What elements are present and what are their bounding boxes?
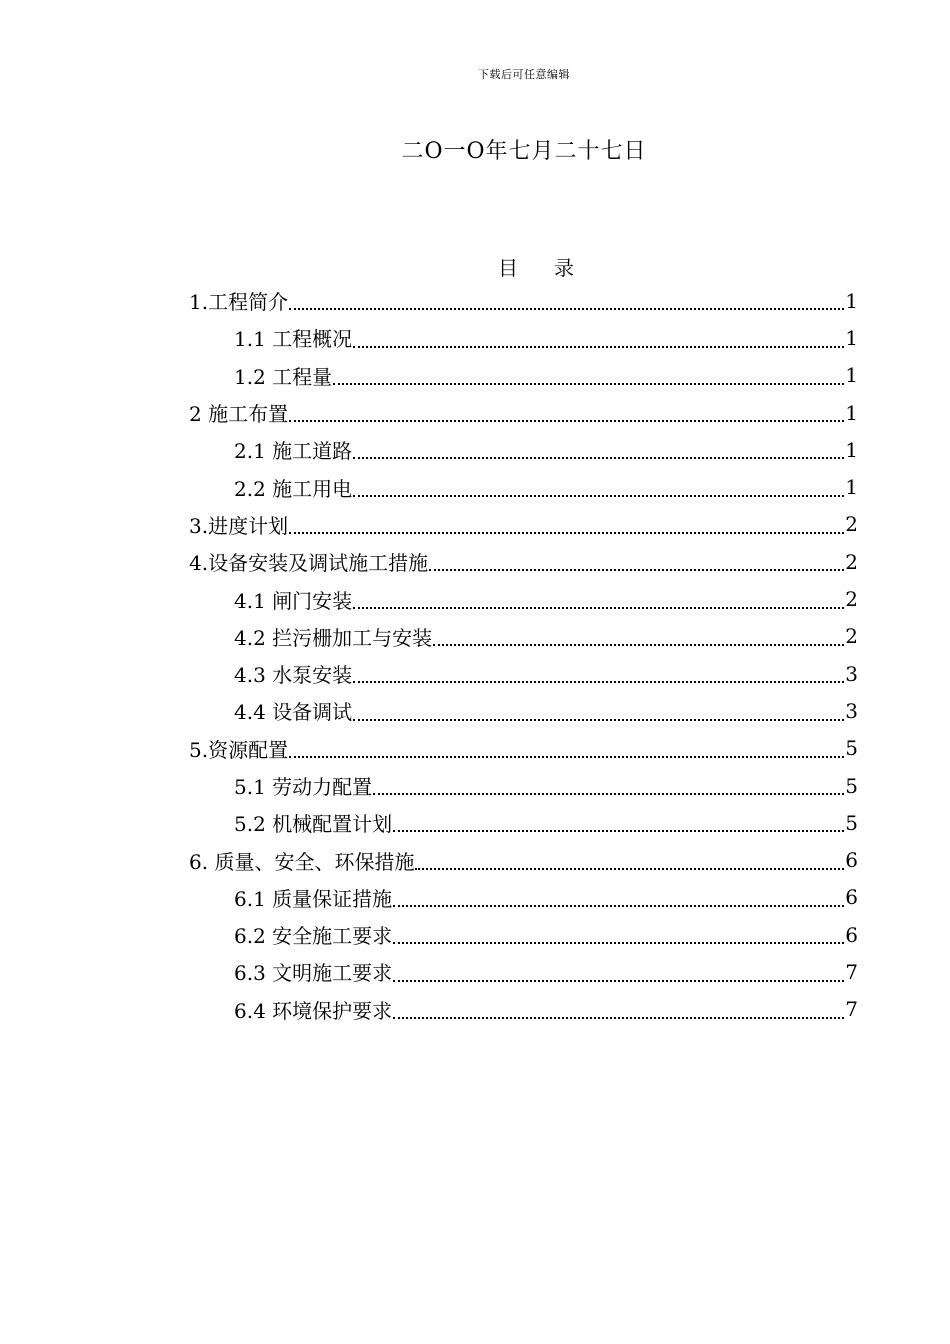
toc-entry-page: 3 — [845, 698, 858, 723]
toc-entry-label: 4.2 拦污栅加工与安装 — [234, 625, 433, 650]
toc-entry[interactable] — [189, 431, 858, 468]
toc-entry[interactable] — [189, 394, 858, 431]
toc-entry[interactable] — [189, 692, 858, 729]
toc-entry[interactable] — [189, 916, 858, 953]
toc-entry-page: 7 — [845, 959, 858, 984]
toc-entry[interactable] — [189, 804, 858, 841]
toc-entry-label: 2.2 施工用电 — [234, 476, 353, 501]
toc-entry[interactable] — [189, 468, 858, 505]
toc-entry-page: 2 — [845, 587, 858, 612]
toc-entry-page: 1 — [845, 437, 858, 462]
toc-dot-leader — [393, 830, 844, 832]
toc-entry-label: 1.工程简介 — [189, 290, 289, 315]
table-of-contents — [189, 282, 858, 1028]
toc-entry-page: 5 — [845, 736, 858, 761]
toc-entry-page: 2 — [845, 624, 858, 649]
toc-entry-page: 2 — [845, 549, 858, 574]
toc-dot-leader — [373, 793, 844, 795]
toc-dot-leader — [393, 980, 844, 982]
toc-entry-page: 5 — [845, 773, 858, 798]
toc-entry[interactable] — [189, 357, 858, 394]
toc-entry-label: 4.3 水泵安装 — [234, 663, 353, 688]
toc-entry-label: 1.1 工程概况 — [234, 327, 353, 352]
toc-entry-label: 4.1 闸门安装 — [234, 588, 353, 613]
toc-entry-page: 6 — [845, 885, 858, 910]
toc-entry[interactable] — [189, 730, 858, 767]
toc-entry-label: 6. 质量、安全、环保措施 — [189, 849, 415, 874]
toc-dot-leader — [353, 346, 844, 348]
toc-entry[interactable] — [189, 767, 858, 804]
toc-entry-label: 4.设备安装及调试施工措施 — [189, 551, 429, 576]
toc-dot-leader — [353, 681, 844, 683]
toc-entry-page: 6 — [845, 848, 858, 873]
toc-dot-leader — [353, 495, 844, 497]
toc-entry[interactable] — [189, 841, 858, 878]
toc-entry-label: 3.进度计划 — [189, 513, 289, 538]
toc-entry-label: 5.2 机械配置计划 — [234, 812, 393, 837]
toc-entry[interactable] — [189, 506, 858, 543]
toc-entry-page: 1 — [845, 288, 858, 313]
toc-dot-leader — [393, 942, 844, 944]
toc-entry-label: 6.2 安全施工要求 — [234, 924, 393, 949]
toc-dot-leader — [353, 607, 844, 609]
header-note: 下载后可任意编辑 — [478, 68, 570, 81]
toc-dot-leader — [353, 457, 844, 459]
toc-dot-leader — [433, 644, 844, 646]
toc-title-right: 录 — [554, 256, 574, 280]
toc-entry[interactable] — [189, 953, 858, 990]
toc-dot-leader — [289, 532, 844, 534]
toc-entry[interactable] — [189, 991, 858, 1028]
toc-entry-label: 1.2 工程量 — [234, 364, 333, 389]
toc-entry-page: 2 — [845, 512, 858, 537]
toc-dot-leader — [415, 868, 844, 870]
toc-title-left: 目 — [498, 256, 518, 280]
toc-entry-label: 2 施工布置 — [189, 402, 289, 427]
toc-entry-label: 2.1 施工道路 — [234, 439, 353, 464]
toc-entry-page: 5 — [845, 810, 858, 835]
toc-entry-label: 6.1 质量保证措施 — [234, 886, 393, 911]
toc-dot-leader — [429, 569, 844, 571]
toc-title — [0, 252, 950, 281]
toc-entry-label: 4.4 设备调试 — [234, 700, 353, 725]
toc-entry-label: 6.4 环境保护要求 — [234, 998, 393, 1023]
toc-entry[interactable] — [189, 319, 858, 356]
toc-entry-page: 1 — [845, 400, 858, 425]
toc-dot-leader — [393, 905, 844, 907]
toc-entry[interactable] — [189, 879, 858, 916]
toc-entry-page: 6 — [845, 922, 858, 947]
toc-dot-leader — [289, 756, 844, 758]
toc-entry[interactable] — [189, 618, 858, 655]
toc-dot-leader — [289, 308, 844, 310]
toc-entry[interactable] — [189, 580, 858, 617]
toc-entry[interactable] — [189, 282, 858, 319]
toc-dot-leader — [289, 420, 844, 422]
toc-entry-page: 7 — [845, 997, 858, 1022]
toc-entry-label: 5.1 劳动力配置 — [234, 775, 373, 799]
toc-entry-page: 1 — [845, 325, 858, 350]
toc-entry[interactable] — [189, 543, 858, 580]
toc-dot-leader — [333, 383, 844, 385]
toc-entry[interactable] — [189, 655, 858, 692]
toc-entry-label: 6.3 文明施工要求 — [234, 961, 393, 986]
toc-dot-leader — [353, 719, 844, 721]
toc-dot-leader — [393, 1017, 844, 1019]
toc-entry-page: 1 — [845, 475, 858, 500]
toc-entry-page: 3 — [845, 661, 858, 686]
toc-entry-page: 1 — [845, 363, 858, 388]
toc-entry-label: 5.资源配置 — [189, 737, 289, 762]
document-date: 二O一O年七月二十七日 — [401, 139, 647, 164]
